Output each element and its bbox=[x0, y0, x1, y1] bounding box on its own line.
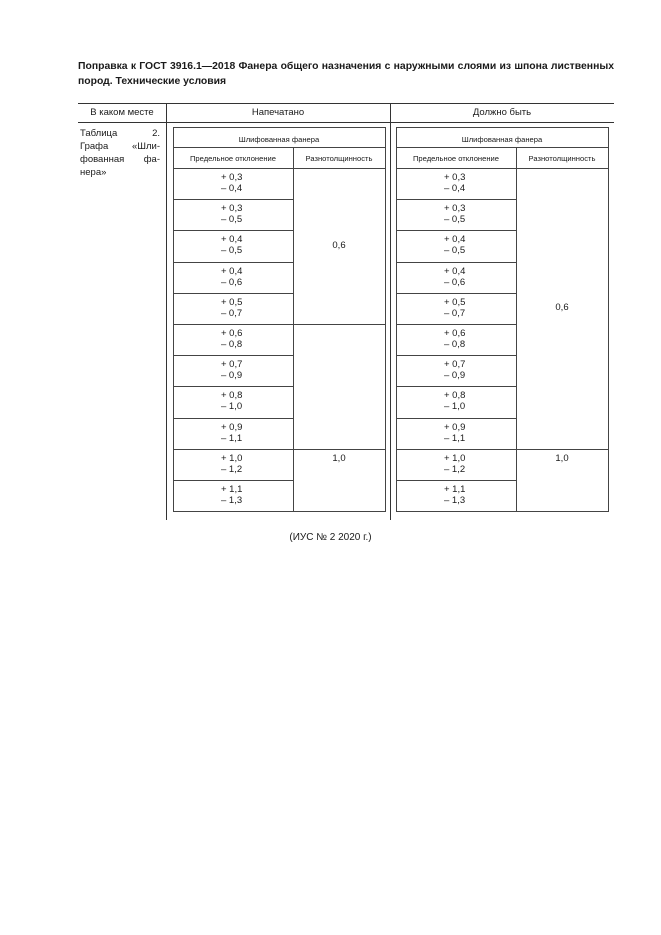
deviation-minus: – 0,5 bbox=[444, 245, 466, 256]
outer-top-rule bbox=[78, 103, 614, 104]
table-row bbox=[396, 453, 516, 479]
deviation-plus: + 0,3 bbox=[444, 203, 466, 214]
table-row bbox=[173, 422, 293, 448]
table-row bbox=[396, 328, 516, 354]
document-title: Поправка к ГОСТ 3916.1—2018 Фанера общего назначения с наружными слоями из шпона лиственных пород. Технические условия bbox=[78, 61, 614, 87]
row-rule bbox=[173, 480, 293, 481]
deviation-plus: + 0,3 bbox=[444, 172, 466, 183]
location-line: нера» bbox=[80, 167, 107, 178]
deviation-minus: – 0,8 bbox=[221, 339, 243, 350]
table-row bbox=[173, 328, 293, 354]
printed-table bbox=[173, 127, 385, 512]
table-row bbox=[173, 172, 293, 198]
table-row bbox=[173, 359, 293, 385]
correct-table bbox=[396, 127, 608, 512]
location-line: Таблица 2. bbox=[80, 128, 160, 139]
location-line: фованная фа- bbox=[80, 154, 160, 165]
deviation-plus: + 0,8 bbox=[444, 390, 466, 401]
outer-header-rule bbox=[78, 122, 614, 123]
deviation-plus: + 1,1 bbox=[444, 484, 466, 495]
table-row bbox=[396, 297, 516, 323]
deviation-plus: + 0,7 bbox=[444, 359, 466, 370]
table-caption: Шлифованная фанера bbox=[461, 135, 543, 144]
table-top-border bbox=[173, 127, 385, 128]
deviation-minus: – 0,7 bbox=[444, 308, 466, 319]
row-rule bbox=[173, 230, 293, 231]
table-right-border bbox=[385, 127, 386, 512]
row-rule bbox=[173, 418, 293, 419]
column-header-thickness: Разнотолщинность bbox=[305, 154, 373, 163]
thickness-value: 1,0 bbox=[332, 453, 346, 464]
deviation-plus: + 0,8 bbox=[221, 390, 243, 401]
table-row bbox=[396, 234, 516, 260]
table-row bbox=[173, 203, 293, 229]
deviation-minus: – 0,4 bbox=[221, 183, 243, 194]
outer-divider-2 bbox=[390, 103, 391, 520]
deviation-minus: – 0,9 bbox=[444, 370, 466, 381]
table-row bbox=[173, 484, 293, 510]
table-caption: Шлифованная фанера bbox=[238, 135, 320, 144]
row-rule bbox=[396, 386, 516, 387]
table-header-rule bbox=[396, 168, 608, 169]
deviation-minus: – 0,5 bbox=[444, 214, 466, 225]
deviation-minus: – 0,4 bbox=[444, 183, 466, 194]
deviation-minus: – 1,2 bbox=[444, 464, 466, 475]
deviation-plus: + 0,7 bbox=[221, 359, 243, 370]
deviation-minus: – 1,3 bbox=[444, 495, 466, 506]
column-header-place: В каком месте bbox=[90, 107, 154, 118]
row-rule bbox=[396, 324, 516, 325]
table-caption-rule bbox=[173, 147, 385, 148]
row-rule bbox=[173, 199, 293, 200]
deviation-plus: + 0,5 bbox=[221, 297, 243, 308]
deviation-minus: – 0,9 bbox=[221, 370, 243, 381]
deviation-minus: – 1,3 bbox=[221, 495, 243, 506]
thickness-value: 1,0 bbox=[555, 453, 569, 464]
row-rule bbox=[173, 324, 385, 325]
deviation-plus: + 0,6 bbox=[221, 328, 243, 339]
row-rule bbox=[396, 418, 516, 419]
table-row bbox=[396, 203, 516, 229]
row-rule bbox=[396, 199, 516, 200]
table-row bbox=[396, 484, 516, 510]
table-row bbox=[173, 297, 293, 323]
row-rule bbox=[173, 449, 385, 450]
deviation-plus: + 0,4 bbox=[444, 266, 466, 277]
deviation-minus: – 0,5 bbox=[221, 214, 243, 225]
deviation-minus: – 1,1 bbox=[444, 433, 466, 444]
column-header-thickness: Разнотолщинность bbox=[528, 154, 596, 163]
deviation-plus: + 0,3 bbox=[221, 203, 243, 214]
thickness-value: 0,6 bbox=[332, 240, 346, 251]
column-header-should-be: Должно быть bbox=[472, 107, 532, 118]
table-row bbox=[173, 453, 293, 479]
deviation-plus: + 1,0 bbox=[221, 453, 243, 464]
row-rule bbox=[396, 230, 516, 231]
location-line: Графа «Шли- bbox=[80, 141, 160, 152]
deviation-minus: – 0,6 bbox=[221, 277, 243, 288]
table-bottom-border bbox=[396, 511, 608, 512]
row-rule bbox=[396, 480, 516, 481]
deviation-minus: – 1,2 bbox=[221, 464, 243, 475]
table-row bbox=[173, 390, 293, 416]
row-rule bbox=[396, 293, 516, 294]
row-rule bbox=[173, 355, 293, 356]
table-row bbox=[396, 359, 516, 385]
outer-divider-1 bbox=[166, 103, 167, 520]
table-header-rule bbox=[173, 168, 385, 169]
table-top-border bbox=[396, 127, 608, 128]
table-right-border bbox=[608, 127, 609, 512]
deviation-plus: + 1,0 bbox=[444, 453, 466, 464]
table-row bbox=[173, 234, 293, 260]
deviation-plus: + 0,9 bbox=[221, 422, 243, 433]
deviation-plus: + 1,1 bbox=[221, 484, 243, 495]
column-header-printed: Напечатано bbox=[251, 107, 305, 118]
table-bottom-border bbox=[173, 511, 385, 512]
table-row bbox=[396, 172, 516, 198]
deviation-plus: + 0,4 bbox=[221, 266, 243, 277]
deviation-minus: – 1,0 bbox=[444, 401, 466, 412]
row-rule bbox=[396, 262, 516, 263]
table-row bbox=[396, 390, 516, 416]
column-header-deviation: Предельное отклонение bbox=[412, 154, 500, 163]
deviation-plus: + 0,4 bbox=[444, 234, 466, 245]
table-row bbox=[396, 422, 516, 448]
table-row bbox=[396, 266, 516, 292]
deviation-plus: + 0,3 bbox=[221, 172, 243, 183]
amendment-location bbox=[80, 127, 160, 179]
row-rule bbox=[396, 449, 608, 450]
deviation-plus: + 0,9 bbox=[444, 422, 466, 433]
row-rule bbox=[173, 293, 293, 294]
row-rule bbox=[396, 355, 516, 356]
publication-footer: (ИУС № 2 2020 г.) bbox=[289, 532, 372, 543]
deviation-minus: – 0,8 bbox=[444, 339, 466, 350]
deviation-plus: + 0,6 bbox=[444, 328, 466, 339]
deviation-plus: + 0,4 bbox=[221, 234, 243, 245]
row-rule bbox=[173, 262, 293, 263]
deviation-minus: – 1,1 bbox=[221, 433, 243, 444]
deviation-plus: + 0,5 bbox=[444, 297, 466, 308]
deviation-minus: – 0,5 bbox=[221, 245, 243, 256]
row-rule bbox=[173, 386, 293, 387]
table-caption-rule bbox=[396, 147, 608, 148]
deviation-minus: – 1,0 bbox=[221, 401, 243, 412]
column-header-deviation: Предельное отклонение bbox=[189, 154, 277, 163]
table-row bbox=[173, 266, 293, 292]
deviation-minus: – 0,6 bbox=[444, 277, 466, 288]
thickness-value: 0,6 bbox=[555, 302, 569, 313]
deviation-minus: – 0,7 bbox=[221, 308, 243, 319]
